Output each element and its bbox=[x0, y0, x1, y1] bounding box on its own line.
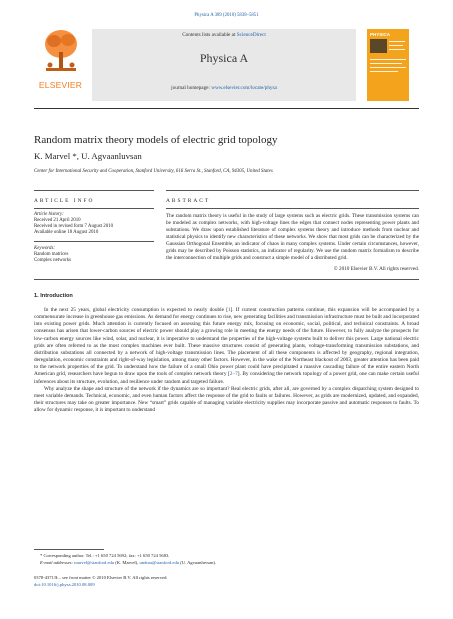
footnote-emails bbox=[40, 560, 216, 566]
abstract-text: The random matrix theory is useful in the study of large systems such as electric grids. These transmission systems can be modeled as complex networks, with high-voltage lines the edges that connect nodes representing power plants and substations. We draw upon established literature of complex systems theory and introduce methods from nuclear and statistical physics to identify new characteristics of these networks. We show that most grids can be characterized by the Gaussian Orthogonal Ensemble, an indicator of chaos in many complex systems. Under certain circumstances, however, grids may be described by Poisson statistics, an indicator of regularity. We use the random matrix formalism to describe the interconnection of multiple grids and construct a simple model of a distributed grid. bbox=[166, 213, 419, 261]
divider bbox=[166, 208, 419, 209]
homepage-prefix: journal homepage: bbox=[171, 85, 212, 91]
intro-body bbox=[34, 307, 419, 414]
cover-text-line bbox=[389, 41, 405, 42]
elsevier-logo[interactable] bbox=[34, 28, 87, 100]
paragraph bbox=[34, 307, 419, 386]
article-title: Random matrix theory models of electric grid topology bbox=[34, 134, 278, 146]
journal-header bbox=[34, 22, 419, 109]
text-run: (K. Marvel), bbox=[114, 560, 140, 565]
doi-link[interactable]: doi:10.1016/j.physa.2010.08.009 bbox=[34, 582, 95, 587]
tree-icon bbox=[42, 28, 80, 74]
journal-reference[interactable]: Physica A 389 (2010) 5838–5851 bbox=[194, 13, 259, 18]
cover-title: PHYSICA bbox=[370, 32, 391, 37]
keyword-item: Random matrices bbox=[34, 252, 69, 258]
section-heading: 1. Introduction bbox=[34, 293, 73, 299]
homepage-link[interactable]: www.elsevier.com/locate/physa bbox=[211, 85, 277, 91]
text-run: In the next 25 years, global electricity consumption is expected to nearly double [ bbox=[44, 307, 228, 313]
issn-line: 0378-4371/$ – see front matter © 2010 Elsevier B.V. All rights reserved. bbox=[34, 575, 168, 580]
citation-link[interactable]: 2–7 bbox=[229, 371, 238, 378]
abstract-heading: ABSTRACT bbox=[166, 198, 211, 204]
email-link[interactable]: marvel@stanford.edu bbox=[74, 560, 115, 565]
citation-link[interactable]: 1 bbox=[227, 307, 231, 313]
cover-figure bbox=[370, 39, 387, 53]
journal-cover-image bbox=[367, 29, 409, 101]
cover-text-line bbox=[370, 59, 406, 60]
cover-text-line bbox=[370, 67, 406, 68]
history-item: Received 21 April 2010 bbox=[34, 218, 81, 224]
text-run: ]. By considering the network topology of a power grid, one can make certain useful inferences about its structure, evolution, and resilience under random and targeted failure. bbox=[34, 371, 419, 385]
history-item: Available online 18 August 2010 bbox=[34, 230, 99, 236]
divider bbox=[34, 279, 419, 280]
footnote-divider bbox=[34, 549, 104, 550]
cover-text-line bbox=[370, 63, 402, 64]
copyright-line: © 2010 Elsevier B.V. All rights reserved. bbox=[333, 266, 419, 272]
elsevier-wordmark: ELSEVIER bbox=[38, 80, 83, 90]
author-list: K. Marvel *, U. Agvaanluvsan bbox=[34, 151, 142, 161]
text-run: ]. If current construction patterns continue, this expansion will be accompanied by a commensurate increase in greenhouse gas emissions. As demand for energy continues to rise, new generating facilities and transmission infrastructure must be built and incorporated into existing power grids. Much attention is currently focused on assessing this future energy mix, focusing on economic, social, political, and technical constraints. A broad consensus has arisen that lower-carbon sources of electric power should play a growing role in meeting the energy needs of the future. However, to fully analyze the prospects for low-carbon energy sources like wind, solar, and nuclear, it is imperative to understand the properties of the high-voltage systems built to deliver this power. Large national electric grids are often referred to as the most complex machines ever built. These massive structures consist of generating plants, voltage-transforming transmission substations, and distribution substations all connected by a network of high-voltage transmission lines. The placement of all these components is affected by geography, regional integration, deregulation, economic constraints and right-of-way legislation, among many other factors. However, in the wake of the Northeast blackout of 2003, greater attention has been paid to the network properties of the grid. To understand how the failure of a small Ohio power plant could have precipitated a massive cascading failure of the entire eastern North American grid, researchers have begun to draw upon the tools of complex network theory [ bbox=[34, 307, 420, 378]
keywords bbox=[34, 246, 71, 264]
keyword-item: Complex networks bbox=[34, 258, 72, 264]
footnote-corresponding: * Corresponding author. Tel.: +1 650 724 5692; fax: +1 650 724 5683. bbox=[40, 553, 170, 558]
cover-text-line bbox=[389, 49, 405, 50]
cover-text-line bbox=[370, 71, 398, 72]
keywords-label: Keywords: bbox=[34, 246, 56, 251]
contents-line bbox=[92, 32, 356, 38]
history-item: Received in revised form 7 August 2010 bbox=[34, 224, 114, 230]
affiliation: Center for International Security and Cooperation, Stanford University, 616 Serra St., Stanford, CA, 94305, United States bbox=[34, 169, 273, 174]
history-label: Article history: bbox=[34, 212, 64, 217]
divider bbox=[34, 190, 154, 191]
contents-prefix: Contents lists available at bbox=[182, 32, 237, 38]
cover-text-line bbox=[389, 45, 403, 46]
text-run: (U. Agvaanluvsan). bbox=[179, 560, 217, 565]
journal-banner bbox=[92, 29, 356, 101]
article-info-heading: ARTICLE INFO bbox=[34, 198, 95, 204]
divider bbox=[166, 190, 419, 191]
journal-name: Physica A bbox=[199, 51, 249, 65]
divider bbox=[34, 241, 154, 242]
homepage-line bbox=[92, 85, 356, 91]
divider bbox=[34, 208, 154, 209]
email-link[interactable]: undraa@stanford.edu bbox=[139, 560, 180, 565]
sciencedirect-link[interactable]: ScienceDirect bbox=[236, 32, 266, 38]
paragraph: Why analyze the shape and structure of the network if the dynamics are so important? Real electric grids, after all, are governed by a complex dispatching system designed to meet variable demands. Technical, economic, and even human factors affect the response of the grid to faults or failures. However, as grids are modernized, updated, and expanded, their structures may take on greater importance. New “smart” grids capable of managing variable electricity supplies may incorporate passive and automatic responses to faults. To allow for dynamic response, it is important to understand bbox=[34, 385, 419, 414]
article-history bbox=[34, 212, 113, 236]
email-label: E-mail addresses: bbox=[40, 560, 75, 565]
